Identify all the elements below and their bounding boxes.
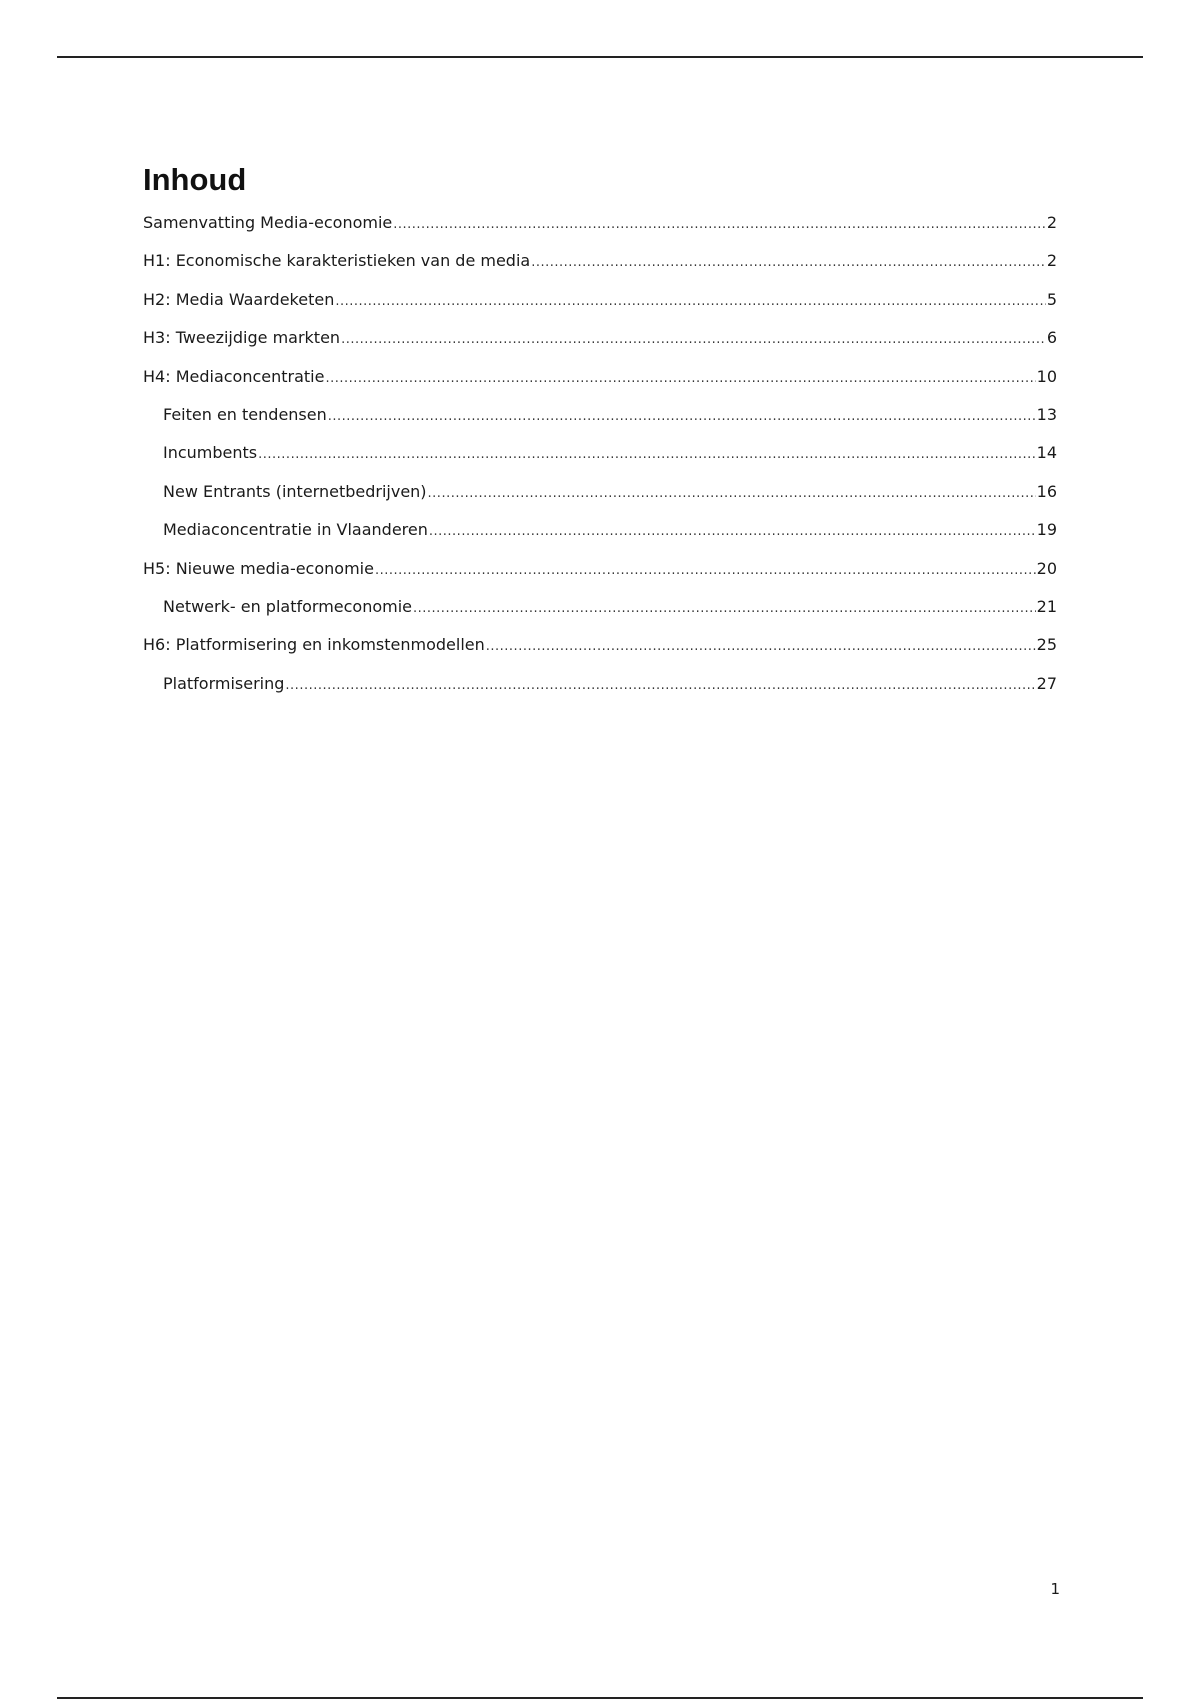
toc-entry-label: New Entrants (internetbedrijven) xyxy=(163,481,427,501)
toc-entry-label: Incumbents xyxy=(163,443,258,463)
toc-dot-leader xyxy=(429,520,1036,539)
toc-dot-leader xyxy=(428,482,1036,501)
toc-entry-page: 2 xyxy=(1046,213,1057,232)
table-of-contents xyxy=(143,213,1057,712)
document-page-body xyxy=(143,160,1057,712)
toc-dot-leader xyxy=(335,290,1045,309)
toc-entry-mediaconcentratie-vlaanderen[interactable] xyxy=(143,520,1057,558)
toc-entry-h1[interactable] xyxy=(143,251,1057,289)
toc-entry-page: 16 xyxy=(1036,481,1057,501)
toc-entry-label: Netwerk- en platformeconomie xyxy=(163,596,413,616)
toc-dot-leader xyxy=(328,405,1036,424)
toc-entry-h4[interactable] xyxy=(143,367,1057,405)
toc-entry-page: 20 xyxy=(1036,558,1057,578)
toc-entry-label: H1: Economische karakteristieken van de media xyxy=(143,251,531,271)
toc-entry-page: 5 xyxy=(1046,289,1057,309)
toc-entry-page: 21 xyxy=(1036,596,1057,616)
toc-entry-page: 13 xyxy=(1036,404,1057,424)
page-number: 1 xyxy=(1050,1580,1060,1598)
toc-dot-leader xyxy=(341,328,1046,347)
toc-title: Inhoud xyxy=(143,162,247,197)
toc-entry-label: Mediaconcentratie in Vlaanderen xyxy=(163,520,428,540)
toc-entry-label: Platformisering xyxy=(163,673,285,693)
toc-entry-feiten-en-tendensen[interactable] xyxy=(143,405,1057,443)
toc-dot-leader xyxy=(285,674,1035,693)
toc-entry-samenvatting[interactable] xyxy=(143,213,1057,251)
toc-dot-leader xyxy=(531,251,1046,270)
toc-dot-leader xyxy=(258,443,1036,462)
toc-entry-label: Samenvatting Media-economie xyxy=(143,213,393,232)
toc-entry-h2[interactable] xyxy=(143,290,1057,328)
toc-dot-leader xyxy=(375,559,1036,578)
footer-rule xyxy=(57,1697,1143,1699)
toc-dot-leader xyxy=(413,597,1036,616)
toc-dot-leader xyxy=(486,635,1036,654)
toc-entry-label: H3: Tweezijdige markten xyxy=(143,328,341,348)
toc-entry-label: H2: Media Waardeketen xyxy=(143,289,335,309)
toc-entry-page: 10 xyxy=(1036,366,1057,386)
toc-entry-h5[interactable] xyxy=(143,559,1057,597)
toc-entry-page: 19 xyxy=(1036,520,1057,540)
toc-entry-netwerk-platformeconomie[interactable] xyxy=(143,597,1057,635)
toc-entry-platformisering[interactable] xyxy=(143,674,1057,712)
toc-entry-page: 25 xyxy=(1036,635,1057,655)
toc-entry-page: 27 xyxy=(1036,673,1057,693)
toc-entry-incumbents[interactable] xyxy=(143,443,1057,481)
header-rule xyxy=(57,56,1143,58)
toc-entry-label: H5: Nieuwe media-economie xyxy=(143,558,374,578)
toc-entry-h3[interactable] xyxy=(143,328,1057,366)
toc-entry-label: Feiten en tendensen xyxy=(163,404,327,424)
toc-entry-h6[interactable] xyxy=(143,635,1057,673)
toc-entry-page: 14 xyxy=(1036,443,1057,463)
toc-entry-label: H4: Mediaconcentratie xyxy=(143,366,325,386)
toc-entry-new-entrants[interactable] xyxy=(143,482,1057,520)
toc-entry-label: H6: Platformisering en inkomstenmodellen xyxy=(143,635,485,655)
toc-entry-page: 6 xyxy=(1046,328,1057,348)
toc-dot-leader xyxy=(393,213,1046,232)
toc-entry-page: 2 xyxy=(1046,251,1057,271)
toc-dot-leader xyxy=(325,367,1035,386)
